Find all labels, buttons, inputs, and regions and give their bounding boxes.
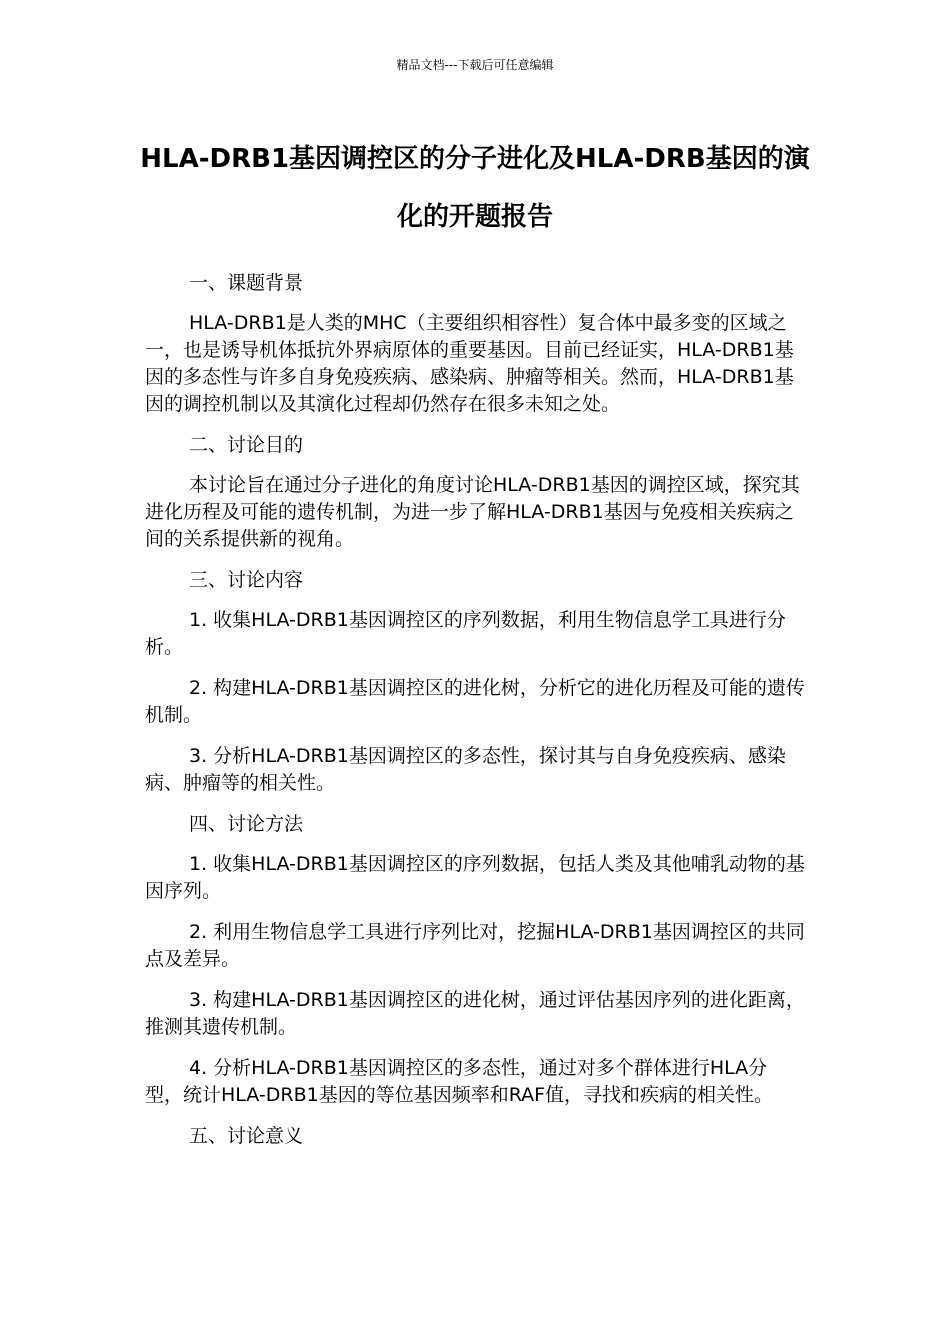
content-item-2: 2. 构建HLA-DRB1基因调控区的进化树，分析它的进化历程及可能的遗传机制。: [145, 677, 805, 726]
content-item-3: 3. 分析HLA-DRB1基因调控区的多态性，探讨其与自身免疫疾病、感染病、肿瘤等的相关性。: [145, 745, 786, 794]
content-item-1: 1. 收集HLA-DRB1基因调控区的序列数据，利用生物信息学工具进行分析。: [145, 609, 786, 658]
document-body: [145, 270, 805, 1163]
section-heading-significance: 五、讨论意义: [189, 1125, 304, 1147]
methods-item-2: 2. 利用生物信息学工具进行序列比对，挖掘HLA-DRB1基因调控区的共同点及差异。: [145, 921, 805, 970]
header-note: 精品文档---下载后可任意编辑: [396, 58, 554, 72]
document-title: HLA-DRB1基因调控区的分子进化及HLA-DRB基因的演化的开题报告: [140, 144, 810, 232]
purpose-paragraph: 本讨论旨在通过分子进化的角度讨论HLA-DRB1基因的调控区域，探究其进化历程及可能的遗传机制，为进一步了解HLA-DRB1基因与免疫相关疾病之间的关系提供新的视角。: [145, 474, 800, 550]
methods-item-3: 3. 构建HLA-DRB1基因调控区的进化树，通过评估基因序列的进化距离，推测其遗传机制。: [145, 989, 805, 1038]
methods-item-4: 4. 分析HLA-DRB1基因调控区的多态性，通过对多个群体进行HLA分型，统计HLA-DRB1基因的等位基因频率和RAF值，寻找和疾病的相关性。: [145, 1057, 774, 1106]
section-heading-background: 一、课题背景: [189, 272, 304, 294]
section-heading-purpose: 二、讨论目的: [189, 434, 304, 456]
background-paragraph: HLA-DRB1是人类的MHC（主要组织相容性）复合体中最多变的区域之一，也是诱导机体抵抗外界病原体的重要基因。目前已经证实，HLA-DRB1基因的多态性与许多自身免疫疾病、感染病、肿瘤等相关。然而，HLA-DRB1基因的调控机制以及其演化过程却仍然存在很多未知之处。: [145, 312, 794, 415]
section-heading-methods: 四、讨论方法: [189, 813, 304, 835]
section-heading-content: 三、讨论内容: [189, 569, 304, 591]
methods-item-1: 1. 收集HLA-DRB1基因调控区的序列数据，包括人类及其他哺乳动物的基因序列。: [145, 853, 805, 902]
